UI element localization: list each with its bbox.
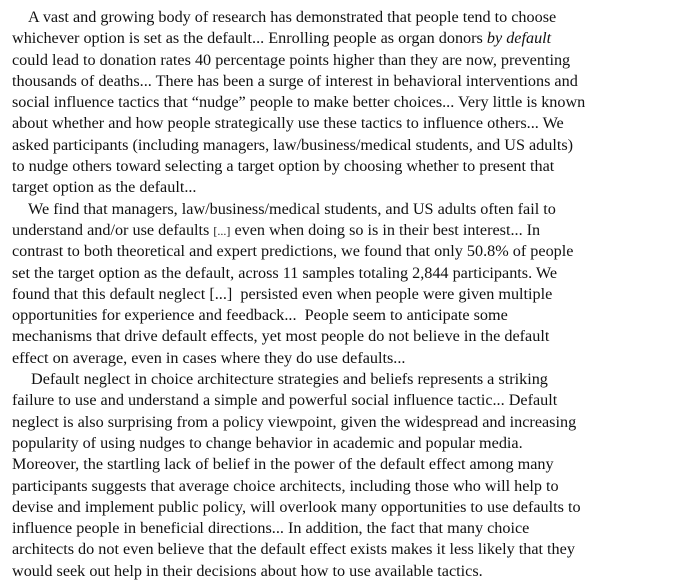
paragraph-3 xyxy=(12,369,662,582)
document-body xyxy=(12,7,662,582)
text-line: Default neglect in choice architecture strategies and beliefs represents a striking xyxy=(31,370,548,389)
emphasis-text: by default xyxy=(486,29,552,48)
text-line: participants suggests that average choice architects, including those who will help to xyxy=(12,476,559,495)
text-line: neglect is also surprising from a policy viewpoint, given the widespread and increasing xyxy=(12,412,577,431)
text-line: architects do not even believe that the default effect exists makes it less likely that they xyxy=(12,540,575,559)
text-line: devise and implement public policy, will overlook many opportunities to use defaults to xyxy=(12,497,581,516)
text-line: thousands of deaths... There has been a surge of interest in behavioral interventions and xyxy=(12,71,578,90)
paragraph-2 xyxy=(12,199,662,369)
text-line: would seek out help in their decisions about how to use available tactics. xyxy=(12,561,483,580)
text-line: failure to use and understand a simple and powerful social influence tactic... Default xyxy=(12,391,558,410)
text-segment: understand and/or use defaults xyxy=(12,220,214,239)
paragraph-1 xyxy=(12,7,662,199)
text-line: to nudge others toward selecting a target option by choosing whether to present that xyxy=(12,157,555,176)
text-line: opportunities for experience and feedback... People seem to anticipate some xyxy=(12,306,508,325)
text-line: mechanisms that drive default effects, yet most people do not believe in the default xyxy=(12,327,550,346)
text-segment: even when doing so is in their best interest... In xyxy=(230,220,541,239)
text-line: influence people in beneficial directions... In addition, the fact that many choice xyxy=(12,519,530,538)
text-line: asked participants (including managers, law/business/medical students, and US adults) xyxy=(12,135,574,154)
text-line: effect on average, even in cases where they do use defaults... xyxy=(12,348,406,367)
ellipsis-bracket: [...] xyxy=(213,223,231,238)
text-line: target option as the default... xyxy=(12,178,197,197)
text-segment: whichever option is set as the default... Enrolling people as organ donors xyxy=(12,29,487,48)
text-line: contrast to both theoretical and expert predictions, we found that only 50.8% of people xyxy=(12,242,574,261)
text-line: social influence tactics that “nudge” people to make better choices... Very little is known xyxy=(12,93,586,112)
text-line: We find that managers, law/business/medical students, and US adults often fail to xyxy=(28,199,556,218)
text-line: set the target option as the default, across 11 samples totaling 2,844 participants. We xyxy=(12,263,558,282)
text-line: could lead to donation rates 40 percentage points higher than they are now, preventing xyxy=(12,50,571,69)
text-line: A vast and growing body of research has demonstrated that people tend to choose xyxy=(28,8,557,26)
text-line: popularity of using nudges to change behavior in academic and popular media. xyxy=(12,433,523,452)
text-line xyxy=(12,28,662,49)
text-line: found that this default neglect [...] persisted even when people were given multiple xyxy=(12,284,553,303)
text-line: Moreover, the startling lack of belief in the power of the default effect among many xyxy=(12,455,554,474)
text-line: about whether and how people strategically use these tactics to influence others... We xyxy=(12,114,564,133)
text-line xyxy=(12,220,662,241)
